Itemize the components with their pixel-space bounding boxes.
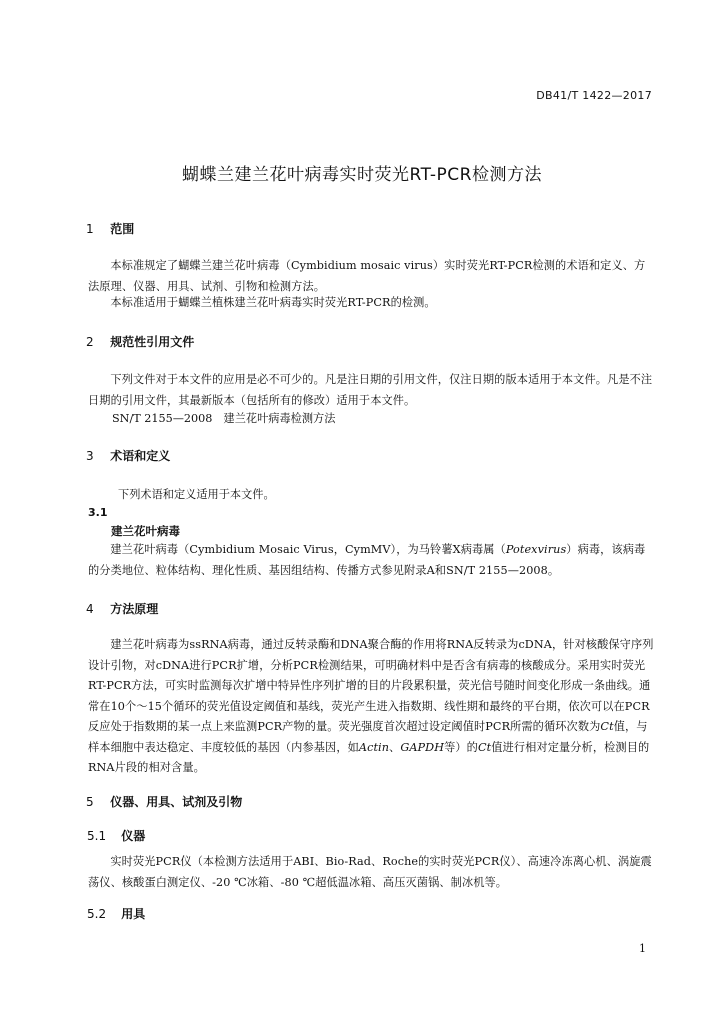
section-number: 4	[86, 602, 94, 616]
section-title: 仪器、用具、试剂及引物	[110, 795, 243, 809]
actin-gene: Actin	[358, 740, 390, 754]
gapdh-gene: GAPDH	[400, 740, 445, 754]
section-3-heading	[86, 447, 170, 464]
subsection-number: 5.2	[87, 907, 107, 921]
subsection-title: 用具	[121, 907, 146, 921]
section-number: 5	[86, 795, 94, 809]
section-5-1-paragraph: 实时荧光PCR仪（本检测方法适用于ABI、Bio-Rad、Roche的实时荧光PCR仪）、高速冷冻离心机、涡旋震荡仪、核酸蛋白测定仪、-20 ℃冰箱、-80 ℃超低温冰箱、高压灭菌锅、制冰机等。	[88, 855, 652, 889]
section-title: 规范性引用文件	[110, 335, 195, 349]
subsection-5-2-heading	[87, 905, 145, 922]
section-title: 术语和定义	[110, 449, 171, 463]
section-4-paragraph	[88, 635, 656, 779]
document-code: DB41/T 1422—2017	[536, 89, 652, 102]
subsection-title: 仪器	[121, 829, 146, 843]
principle-text-d: 值进行相对定量分析，检测目的RNA片段的相对含量。	[88, 740, 650, 774]
principle-text-a: 建兰花叶病毒为ssRNA病毒，通过反转录酶和DNA聚合酶的作用将RNA反转录为cDNA，针对核酸保守序列设计引物，对cDNA进行PCR扩增，分析PCR检测结果，可明确材料中是否含有病毒的核酸成分。采用实时荧光RT-PCR方法，可实时监测每次扩增中特异性序列扩增的目的片段累积量，荧光信号随时间变化形成一条曲线。通常在10个～15个循环的荧光值设定阈值和基线，荧光产生进入指数期、线性期和最终的平台期，依次可以在PCR反应处于指数期的某一点上来监测PCR产物的量。荧光强度首次超过设定阈值时PCR所需的循环次数为	[88, 638, 654, 733]
principle-text-c: 等）的	[444, 740, 478, 754]
term-definition	[88, 540, 656, 581]
section-4-heading	[86, 600, 158, 617]
document-title: 蝴蝶兰建兰花叶病毒实时荧光RT-PCR检测方法	[182, 165, 542, 185]
definition-text-a: 建兰花叶病毒（Cymbidium Mosaic Virus，CymMV），为马铃薯X病毒属（	[110, 543, 506, 556]
subsection-3-1-number: 3.1	[88, 506, 108, 519]
section-number: 2	[86, 335, 94, 349]
section-5-heading	[86, 793, 242, 810]
term-title: 建兰花叶病毒	[111, 524, 180, 538]
genus-name: Potexvirus	[505, 543, 567, 556]
normative-reference: SN/T 2155—2008 建兰花叶病毒检测方法	[112, 412, 336, 425]
section-1-paragraph-1: 本标准规定了蝴蝶兰建兰花叶病毒（Cymbidium mosaic virus）实时荧光RT-PCR检测的术语和定义、方法原理、仪器、用具、试剂、引物和检测方法。	[88, 259, 646, 293]
ct-term: Ct	[477, 740, 492, 754]
subsection-5-1-heading	[87, 827, 145, 844]
section-2-paragraph: 下列文件对于本文件的应用是必不可少的。凡是注日期的引用文件，仅注日期的版本适用于本文件。凡是不注日期的引用文件，其最新版本（包括所有的修改）适用于本文件。	[88, 373, 653, 407]
section-title: 方法原理	[110, 602, 159, 616]
ct-term: Ct	[600, 720, 614, 733]
definition-text-b: ）病毒，该病毒的分类地位、粒体结构、理化性质、基因组结构、传播方式参见附录A和SN/T 2155—2008。	[88, 543, 646, 577]
separator: 、	[389, 740, 401, 754]
section-3-intro: 下列术语和定义适用于本文件。	[118, 488, 275, 501]
section-number: 1	[86, 222, 94, 236]
section-number: 3	[86, 449, 94, 463]
section-1-heading	[86, 220, 134, 237]
subsection-number: 5.1	[87, 829, 107, 843]
principle-text-b: 值，与样本细胞中表达稳定、丰度较低的基因（内参基因，如	[88, 720, 648, 754]
section-title: 范围	[110, 222, 135, 236]
section-2-heading	[86, 333, 194, 350]
page-number: 1	[639, 942, 646, 955]
section-1-paragraph-2: 本标准适用于蝴蝶兰植株建兰花叶病毒实时荧光RT-PCR的检测。	[110, 296, 436, 309]
